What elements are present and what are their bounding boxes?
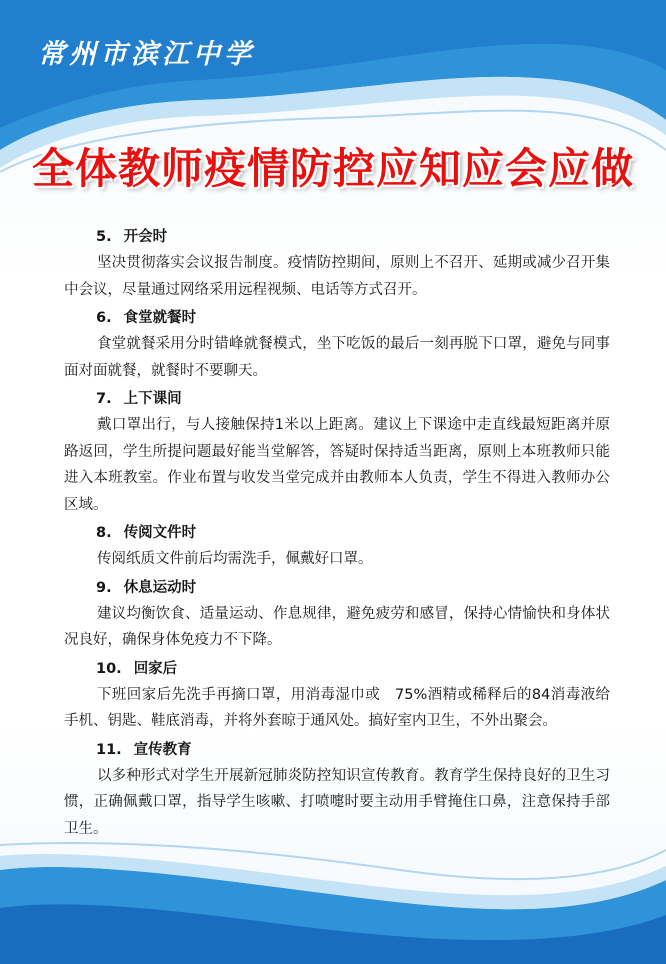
section-body: 传阅纸质文件前后均需洗手，佩戴好口罩。 xyxy=(97,551,373,567)
section-heading xyxy=(96,224,610,250)
section-heading xyxy=(96,656,610,682)
section-heading xyxy=(96,737,610,763)
content-area xyxy=(64,224,610,844)
section-number: 6. xyxy=(96,310,112,326)
section-title: 开会时 xyxy=(123,229,168,245)
section-heading xyxy=(96,520,610,546)
section-rest-exercise xyxy=(64,575,610,654)
section-heading xyxy=(96,386,610,412)
section-number: 9. xyxy=(96,579,112,596)
school-name: 常州市滨江中学 xyxy=(38,39,255,70)
section-title: 食堂就餐时 xyxy=(123,310,197,326)
section-body: 以多种形式对学生开展新冠肺炎防控知识宣传教育。教育学生保持良好的卫生习惯，正确佩戴口罩，指导学生咳嗽、打喷嚏时要主动用手臂掩住口鼻，注意保持手部卫生。 xyxy=(64,767,610,837)
section-education xyxy=(64,737,610,843)
section-body: 坚决贯彻落实会议报告制度。疫情防控期间，原则上不召开、延期或减少召开集中会议，尽量通过网络采用远程视频、电话等方式召开。 xyxy=(64,255,610,298)
section-heading xyxy=(96,305,610,331)
section-body: 戴口罩出行，与人接触保持1米以上距离。建议上下课途中走直线最短距离并原路返回，学生所提问题最好能当堂解答，答疑时保持适当距离，原则上本班教师只能进入本班教室。作业布置与收发当堂完成并由教师本人负责，学生不得进入教师办公区域。 xyxy=(64,417,610,513)
section-number: 5. xyxy=(96,229,112,245)
section-title: 传阅文件时 xyxy=(123,525,197,541)
section-dining xyxy=(64,305,610,384)
section-title: 休息运动时 xyxy=(123,579,197,596)
section-number: 7. xyxy=(96,391,112,407)
section-home xyxy=(64,656,610,735)
section-meeting xyxy=(64,224,610,303)
section-body: 下班回家后先洗手再摘口罩，用消毒湿巾或 75%酒精或稀释后的84消毒液给手机、钥匙、鞋底消毒，并将外套晾于通风处。搞好室内卫生，不外出聚会。 xyxy=(64,686,610,729)
section-class-break xyxy=(64,386,610,518)
section-number: 8. xyxy=(96,525,112,541)
section-title: 宣传教育 xyxy=(133,741,192,758)
section-number: 10. xyxy=(96,660,122,677)
section-heading xyxy=(96,575,610,601)
section-documents xyxy=(64,520,610,573)
section-title: 回家后 xyxy=(133,660,178,677)
section-body: 食堂就餐采用分时错峰就餐模式，坐下吃饭的最后一刻再脱下口罩，避免与同事面对面就餐，就餐时不要聊天。 xyxy=(64,336,610,379)
section-body: 建议均衡饮食、适量运动、作息规律，避免疲劳和感冒，保持心情愉快和身体状况良好，确保身体免疫力不下降。 xyxy=(64,605,610,648)
poster-title: 全体教师疫情防控应知应会应做 xyxy=(31,144,634,193)
section-title: 上下课间 xyxy=(123,391,182,407)
section-number: 11. xyxy=(96,741,122,758)
